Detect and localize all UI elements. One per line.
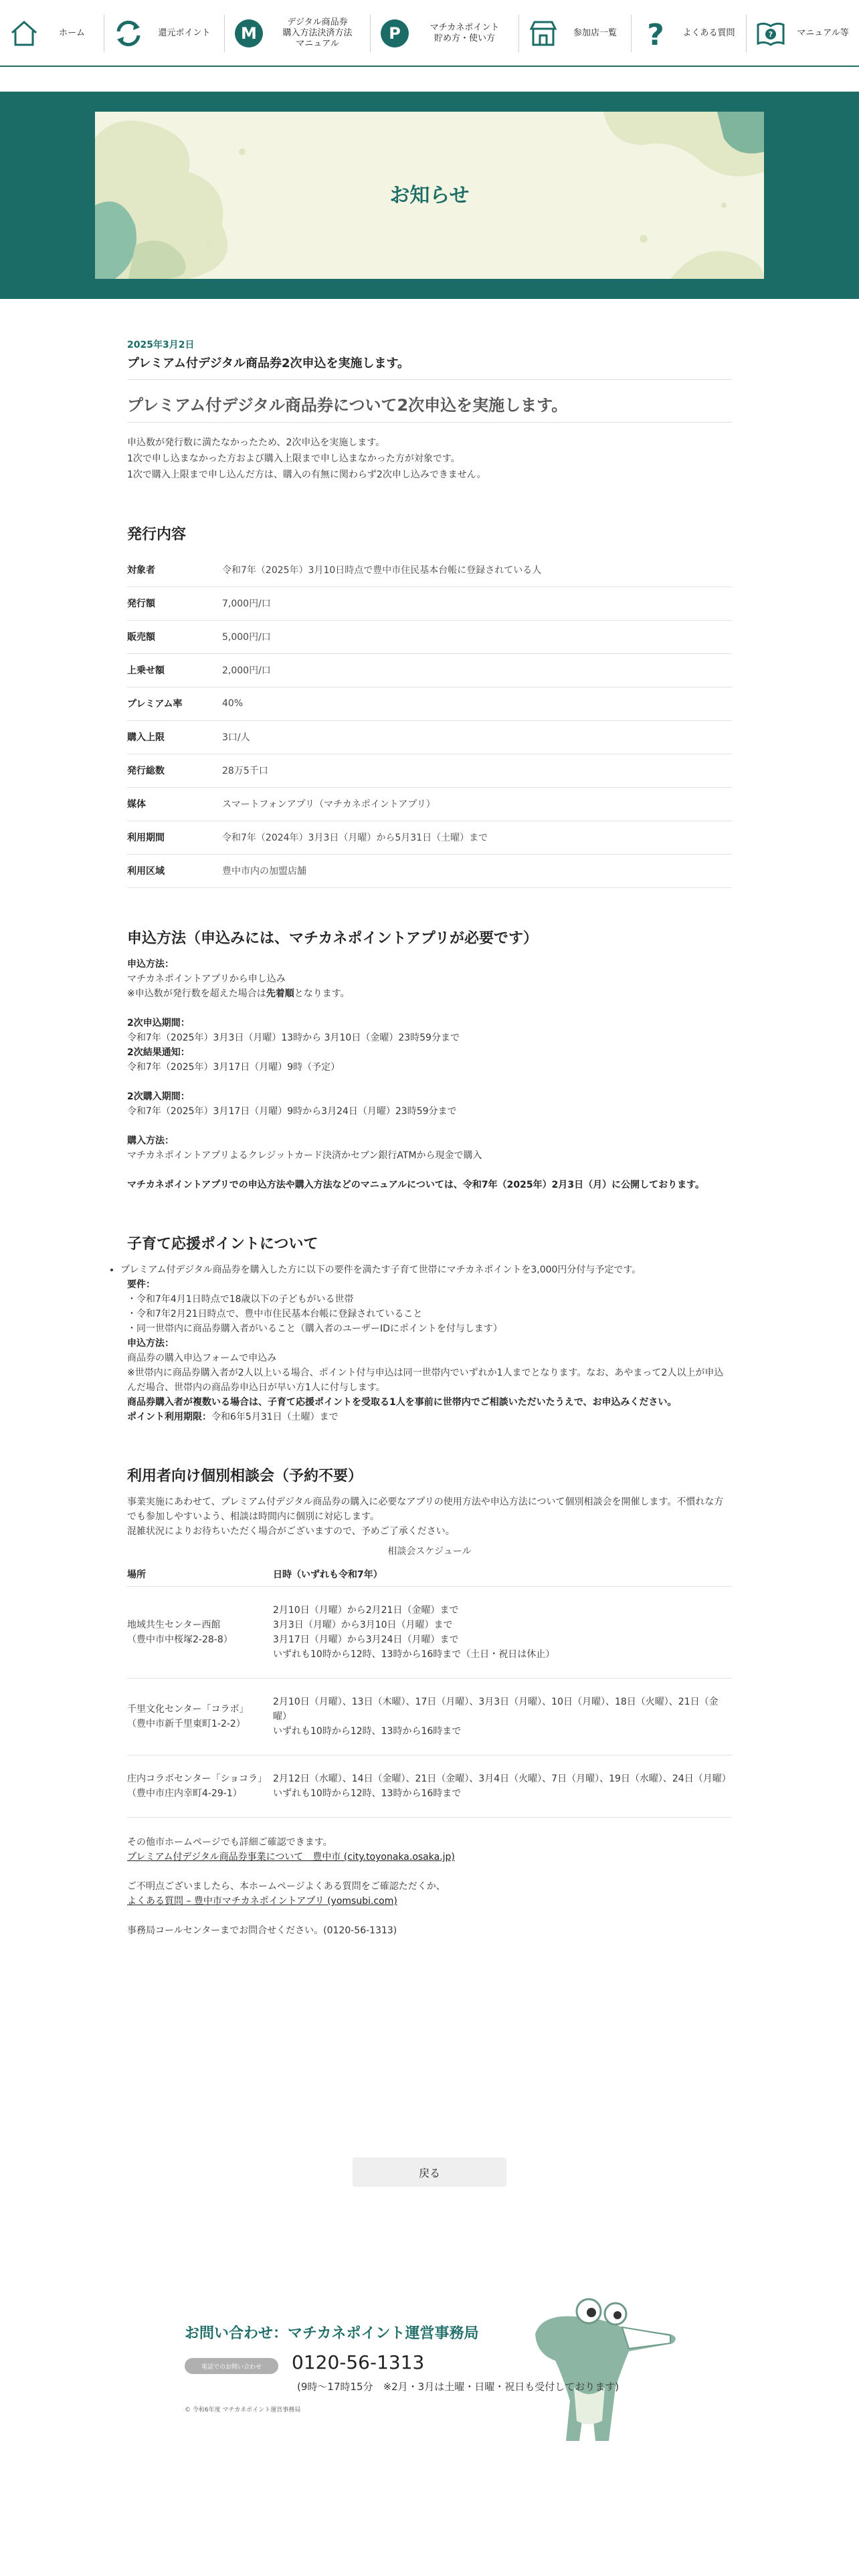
note-bold: 先着順 (266, 988, 294, 999)
row-key: 利用期間 (127, 821, 222, 854)
question-icon (640, 17, 672, 49)
row-key: 対象者 (127, 553, 222, 586)
consult-heading: 利用者向け個別相談会（予約不要） (127, 1467, 363, 1485)
table-row (127, 821, 732, 854)
note-suffix: となります。 (294, 988, 350, 999)
support-bold-note: 商品券購入者が複数いる場合は、子育て応援ポイントを受取る1人を事前に世帯内でご相談いただいたうえで、お申込みください。 (127, 1396, 677, 1408)
note-prefix: ※申込数が発行数を超えた場合は (127, 988, 266, 999)
support-req: ・令和7年4月1日時点で18歳以下の子どもがいる世帯 (127, 1293, 354, 1305)
table-header-row (127, 1563, 732, 1587)
phone-badge: 電話でのお問い合わせ (185, 2358, 278, 2374)
back-button[interactable]: 戻る (353, 2157, 506, 2187)
apply-method-text: マチカネポイントアプリから申し込み (127, 973, 286, 984)
nav-label-earn-use: マチカネポイント 貯め方・使い方 (430, 23, 500, 43)
support-apply-label: 申込方法： (127, 1337, 174, 1349)
apply-section (127, 957, 732, 1192)
row-key: 発行額 (127, 586, 222, 620)
row-value: 2,000円/口 (222, 653, 732, 687)
support-req-label: 要件： (127, 1279, 155, 1290)
shop-icon (527, 17, 559, 49)
nav-item-faq[interactable] (632, 15, 747, 52)
apply-heading: 申込方法（申込みには、マチカネポイントアプリが必要です） (127, 930, 539, 947)
article-subtitle: プレミアム付デジタル商品券2次申込を実施します。 (127, 354, 732, 380)
svg-text:?: ? (647, 18, 664, 49)
row-key: プレミアム率 (127, 687, 222, 720)
table-row (127, 1587, 732, 1679)
table-row (127, 620, 732, 653)
nav-label-shops: 参加店一覧 (573, 28, 617, 38)
row-key: 購入上限 (127, 720, 222, 754)
col-date: 日時（いずれも令和7年） (273, 1563, 732, 1587)
faq-link[interactable]: よくある質問 – 豊中市マチカネポイントアプリ (yomsubi.com) (127, 1896, 397, 1907)
apply-buy-text: マチカネポイントアプリよるクレジットカード決済かセブン銀行ATMから現金で購入 (127, 1150, 482, 1161)
consult-schedule-table (127, 1544, 732, 1818)
schedule-place: 千里文化センター「コラボ」 （豊中市新千里東町1-2-2） (127, 1679, 273, 1755)
row-key: 販売額 (127, 620, 222, 653)
table-row (127, 1679, 732, 1755)
footer-hours: (9時〜17時15分 ※2月・3月は土曜・日曜・祝日も受付しております) (297, 2381, 619, 2393)
table-row (127, 720, 732, 754)
mascot-crocodile-icon (522, 2287, 682, 2448)
consult-intro-line: 事業実施にあわせて、プレミアム付デジタル商品券の購入に必要なアプリの使用方法や申込方法について個別相談会を開催します。不慣れな方でも参加しやすいよう、相談は時間内に個別に対応します。 (127, 1496, 724, 1522)
call-text: 事務局コールセンターまでお問合せください。(0120-56-1313) (127, 1925, 397, 1936)
article-intro (127, 435, 732, 483)
schedule-dates: 2月10日（月曜）から2月21日（金曜）まで 3月3日（月曜）から3月10日（月曜）まで 3月17日（月曜）から3月24日（月曜）まで いずれも10時から12時、13時から16時まで（土日・祝日は休止） (273, 1587, 732, 1679)
apply-purchase-text: 令和7年（2025年）3月17日（月曜）9時から3月24日（月曜）23時59分まで (127, 1105, 457, 1117)
deadline-text: 令和6年5月31日（土曜）まで (211, 1411, 339, 1422)
support-section (120, 1263, 732, 1424)
apply-result-label: 2次結果通知： (127, 1047, 190, 1058)
support-apply-text: 商品券の購入申込フォームで申込み (127, 1352, 277, 1364)
nav-items (0, 15, 859, 52)
support-heading: 子育て応援ポイントについて (127, 1235, 318, 1253)
global-nav (0, 0, 859, 67)
m-circle-icon (233, 17, 265, 49)
support-bullet: • プレミアム付デジタル商品券を購入した方に以下の要件を満たす子育て世帯にマチカネポイントを3,000円分付与予定です。 (120, 1263, 732, 1277)
col-place: 場所 (127, 1563, 273, 1587)
schedule-dates: 2月10日（月曜）、13日（木曜）、17日（月曜）、3月3日（月曜）、10日（月曜）、18日（火曜）、21日（金曜） いずれも10時から12時、13時から16時まで (273, 1679, 732, 1755)
row-value: 令和7年（2025年）3月10日時点で豊中市住民基本台帳に登録されている人 (222, 553, 732, 586)
table-row (127, 687, 732, 720)
row-value: 令和7年（2024年）3月3日（月曜）から5月31日（土曜）まで (222, 821, 732, 854)
nav-label-manual: マニュアル等 (797, 28, 849, 38)
support-req: ・同一世帯内に商品券購入者がいること（購入者のユーザーIDにポイントを付与します） (127, 1323, 502, 1334)
nav-label-home: ホーム (58, 28, 85, 38)
page-title: お知らせ (389, 184, 470, 207)
table-row (127, 854, 732, 887)
row-key: 発行総数 (127, 754, 222, 787)
home-icon (8, 17, 40, 49)
row-key: 上乗せ額 (127, 653, 222, 687)
row-value: 5,000円/口 (222, 620, 732, 653)
faq-text: ご不明点ございましたら、本ホームページよくある質問をご確認ただくか、 (127, 1881, 446, 1892)
nav-label-purchase-manual: デジタル商品券 購入方法決済方法 マニュアル (282, 17, 353, 49)
intro-line: 1次で申し込まなかった方および購入上限まで申し込まなかった方が対象です。 (127, 453, 460, 464)
row-value: 40% (222, 687, 732, 720)
table-row (127, 553, 732, 586)
row-value: スマートフォンアプリ（マチカネポイントアプリ） (222, 787, 732, 821)
table-row (127, 1755, 732, 1818)
apply-buy-label: 購入方法： (127, 1135, 174, 1146)
row-key: 媒体 (127, 787, 222, 821)
apply-result-text: 令和7年（2025年）3月17日（月曜）9時（予定） (127, 1061, 341, 1073)
support-apply-note: ※世帯内に商品券購入者が2人以上いる場合、ポイント付与申込は同一世帯内でいずれか1人までとなります。なお、あやまって2人以上が申込んだ場合、世帯内の商品券申込日が早い方1人に付与します。 (127, 1367, 724, 1393)
other-text: その他市ホームページでも詳細ご確認できます。 (127, 1837, 332, 1848)
schedule-caption: 相談会スケジュール (387, 1545, 472, 1557)
intro-line: 申込数が発行数に満たなかったため、2次申込を実施します。 (127, 437, 385, 448)
nav-item-shops[interactable] (519, 15, 632, 52)
support-deadline (127, 1410, 732, 1424)
table-row (127, 653, 732, 687)
schedule-place: 地域共生センター西館 （豊中市中桜塚2-28-8） (127, 1587, 273, 1679)
consult-intro-line: 混雑状況によりお待ちいただく場合がございますので、予めご了承ください。 (127, 1525, 455, 1537)
city-link[interactable]: プレミアム付デジタル商品券事業について 豊中市 (city.toyonaka.osaka.jp) (127, 1852, 455, 1862)
apply-period-label: 2次申込期間： (127, 1017, 190, 1029)
row-value: 豊中市内の加盟店舗 (222, 854, 732, 887)
consult-intro (127, 1495, 732, 1539)
footer (0, 2247, 859, 2448)
schedule-dates: 2月12日（水曜）、14日（金曜）、21日（金曜）、3月4日（火曜）、7日（月曜）、19日（水曜）、24日（月曜） いずれも10時から12時、13時から16時まで (273, 1755, 732, 1818)
article-title: プレミアム付デジタル商品券について2次申込を実施します。 (127, 392, 732, 423)
svg-text:M: M (241, 24, 257, 43)
refresh-icon (112, 17, 145, 49)
apply-period-text: 令和7年（2025年）3月3日（月曜）13時から 3月10日（金曜）23時59分まで (127, 1032, 460, 1043)
schedule-place: 庄内コラボセンター「ショコラ」 （豊中市庄内幸町4-29-1） (127, 1755, 273, 1818)
deadline-label: ポイント利用期限： (127, 1411, 211, 1422)
row-value: 3口/人 (222, 720, 732, 754)
support-req: ・令和7年2月21日時点で、豊中市住民基本台帳に登録されていること (127, 1308, 423, 1319)
issue-heading: 発行内容 (127, 526, 187, 543)
table-row (127, 787, 732, 821)
footer-title: お問い合わせ：マチカネポイント運営事務局 (185, 2325, 479, 2342)
links-section (127, 1835, 732, 1938)
nav-item-earn-use[interactable] (371, 15, 519, 52)
footer-tel[interactable]: 0120-56-1313 (292, 2351, 425, 2373)
nav-label-points: 還元ポイント (158, 28, 211, 38)
apply-manual-note: マチカネポイントアプリでの申込方法や購入方法などのマニュアルについては、令和7年（2025年）2月3日（月）に公開しております。 (127, 1179, 704, 1190)
nav-item-home[interactable] (0, 15, 104, 52)
svg-text:?: ? (768, 30, 773, 39)
row-value: 7,000円/口 (222, 586, 732, 620)
article-date: 2025年3月2日 (127, 340, 195, 350)
row-value: 28万5千口 (222, 754, 732, 787)
hero-card (95, 112, 764, 279)
apply-purchase-label: 2次購入期間： (127, 1091, 190, 1102)
intro-line: 1次で購入上限まで申し込んだ方は、購入の有無に関わらず2次申し込みできません。 (127, 469, 486, 480)
article (120, 338, 732, 1938)
table-row (127, 754, 732, 787)
nav-label-faq: よくある質問 (682, 28, 735, 38)
footer-copyright: © 令和6年度 マチカネポイント運営事務局 (185, 2407, 301, 2413)
table-row (127, 586, 732, 620)
nav-item-points[interactable] (104, 15, 225, 52)
svg-text:P: P (389, 24, 401, 43)
apply-method-label: 申込方法： (127, 958, 174, 970)
p-circle-icon (379, 17, 411, 49)
nav-item-manual[interactable] (747, 15, 859, 52)
nav-item-purchase-manual[interactable] (225, 15, 371, 52)
row-key: 利用区域 (127, 854, 222, 887)
issue-table (127, 553, 732, 888)
apply-note (127, 986, 732, 1001)
manual-book-icon (755, 17, 787, 49)
